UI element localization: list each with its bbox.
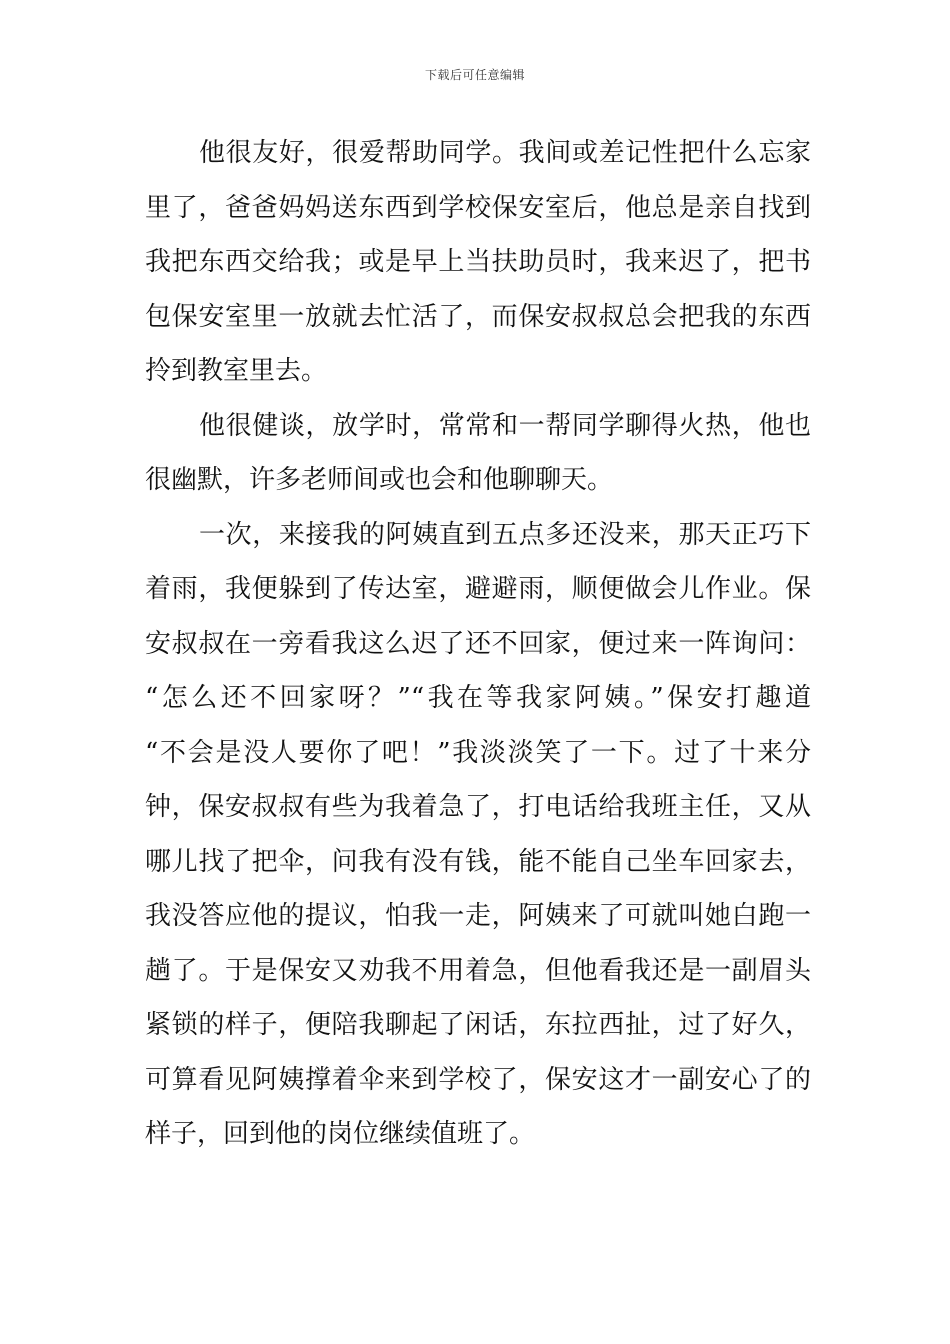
text-line: 拎到教室里去。 [145, 356, 328, 386]
paragraph-2 [145, 403, 811, 512]
document-body [145, 130, 811, 1166]
text-line: 他很健谈，放学时，常常和一帮同学聊得火热，他也 [199, 410, 811, 441]
text-line: 包保安室里一放就去忙活了，而保安叔叔总会把我的东西 [145, 301, 811, 332]
text-line: 着雨，我便躲到了传达室，避避雨，顺便做会儿作业。保 [145, 574, 811, 604]
text-line: 可算看见阿姨撑着伞来到学校了，保安这才一副安心了的 [145, 1064, 811, 1095]
text-line: 很幽默，许多老师间或也会和他聊聊天。 [145, 465, 614, 495]
text-line: 一次，来接我的阿姨直到五点多还没来，那天正巧下 [199, 519, 811, 550]
text-line: “不会是没人要你了吧！”我淡淡笑了一下。过了十来分 [145, 737, 811, 768]
page-header: 下载后可任意编辑 [424, 68, 525, 82]
paragraph-3 [145, 512, 811, 1166]
paragraph-1 [145, 130, 811, 403]
text-line: “怎么还不回家呀？”“我在等我家阿姨。”保安打趣道 [145, 683, 811, 713]
text-line: 我没答应他的提议，怕我一走，阿姨来了可就叫她白跑一 [145, 901, 811, 931]
text-line: 哪儿找了把伞，问我有没有钱，能不能自己坐车回家去， [145, 846, 811, 877]
text-line: 我把东西交给我；或是早上当扶助员时，我来迟了，把书 [145, 247, 811, 277]
text-line: 安叔叔在一旁看我这么迟了还不回家，便过来一阵询问： [145, 628, 811, 659]
text-line: 样子，回到他的岗位继续值班了。 [145, 1119, 536, 1149]
text-line: 钟，保安叔叔有些为我着急了，打电话给我班主任，又从 [145, 792, 811, 822]
text-line: 趟了。于是保安又劝我不用着急，但他看我还是一副眉头 [145, 955, 811, 986]
text-line: 紧锁的样子，便陪我聊起了闲话，东拉西扯，过了好久， [145, 1010, 811, 1040]
text-line: 里了，爸爸妈妈送东西到学校保安室后，他总是亲自找到 [145, 192, 811, 223]
text-line: 他很友好，很爱帮助同学。我间或差记性把什么忘家 [199, 138, 811, 168]
